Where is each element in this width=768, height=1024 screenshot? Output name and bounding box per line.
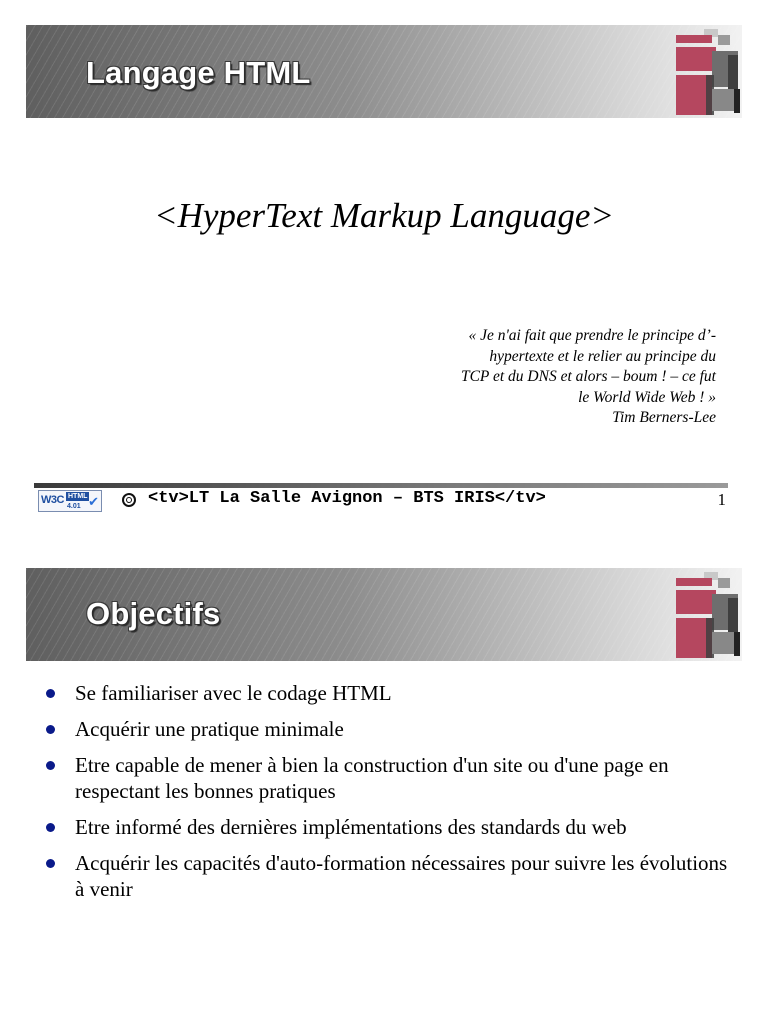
list-item-text: Se familiariser avec le codage HTML [75,681,392,705]
copyright-icon [122,493,136,507]
page-number: 1 [717,490,726,509]
bullet-dot-icon [46,725,55,734]
quote-author: Tim Berners-Lee [612,409,716,426]
list-item-text: Etre informé des dernières implémentations des standards du web [75,815,627,839]
w3c-badge-icon[interactable] [38,490,102,512]
quote-line: « Je n'ai fait que prendre le principe d’- [468,327,716,344]
slide2-title: Objectifs [86,596,221,631]
checkmark-icon: ✔ [88,494,99,509]
footer-text: <tv>LT La Salle Avignon – BTS IRIS</tv> [148,489,546,508]
quote-line: TCP et du DNS et alors – boum ! – ce fut [460,368,716,385]
list-item [44,716,734,742]
w3c-badge-version: 4.01 [67,503,81,510]
list-item-text: Etre capable de mener à bien la construction d'un site ou d'une page en respectant les bonnes pratiques [75,753,669,803]
w3c-badge-html: HTML [68,493,88,500]
slide1-banner [26,25,742,118]
list-item [44,850,734,902]
footer-divider [34,483,728,488]
quote-line: le World Wide Web ! » [578,388,716,406]
logo-icon [672,29,742,115]
w3c-badge-label: W3C [41,494,64,506]
slide1-heading: <HyperText Markup Language> [153,196,615,235]
objectives-list [44,680,734,912]
list-item [44,752,734,804]
list-item [44,680,734,706]
logo-icon [672,572,742,658]
quote-block [356,326,716,429]
quote-line: hypertexte et le relier au principe du [489,347,716,365]
bullet-dot-icon [46,859,55,868]
list-item-text: Acquérir les capacités d'auto-formation nécessaires pour suivre les évolutions à venir [75,851,728,901]
slide2-banner [26,568,742,661]
slide1-title: Langage HTML [86,55,311,90]
bullet-dot-icon [46,689,55,698]
list-item-text: Acquérir une pratique minimale [75,717,344,741]
list-item [44,814,734,840]
bullet-dot-icon [46,823,55,832]
bullet-dot-icon [46,761,55,770]
